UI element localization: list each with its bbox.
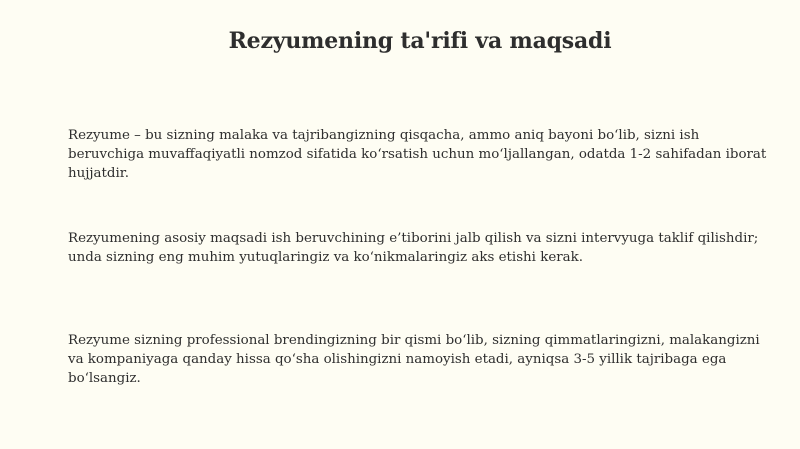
paragraph-purpose: Rezyumening asosiy maqsadi ish beruvchining e’tiborini jalb qilish va sizni intervyuga taklif qilishdir; unda sizning eng muhim yutuqlaringiz va ko‘nikmalaringiz aks etishi kerak. xyxy=(68,231,759,265)
paragraph-definition: Rezyume – bu sizning malaka va tajribangizning qisqacha, ammo aniq bayoni bo‘lib, sizni ish beruvchiga muvaffaqiyatli nomzod sifatida ko‘rsatish uchun mo‘ljallangan, odatda 1-2 sahifadan iborat hujjatdir. xyxy=(68,128,767,181)
paragraph-branding: Rezyume sizning professional brendingizning bir qismi bo‘lib, sizning qimmatlaringizni, malakangizni va kompaniyaga qanday hissa qo‘sha olishingizni namoyish etadi, ayniqsa 3-5 yillik tajribaga ega bo‘lsangiz. xyxy=(68,333,760,386)
slide-title: Rezyumening ta'rifi va maqsadi xyxy=(228,28,612,54)
